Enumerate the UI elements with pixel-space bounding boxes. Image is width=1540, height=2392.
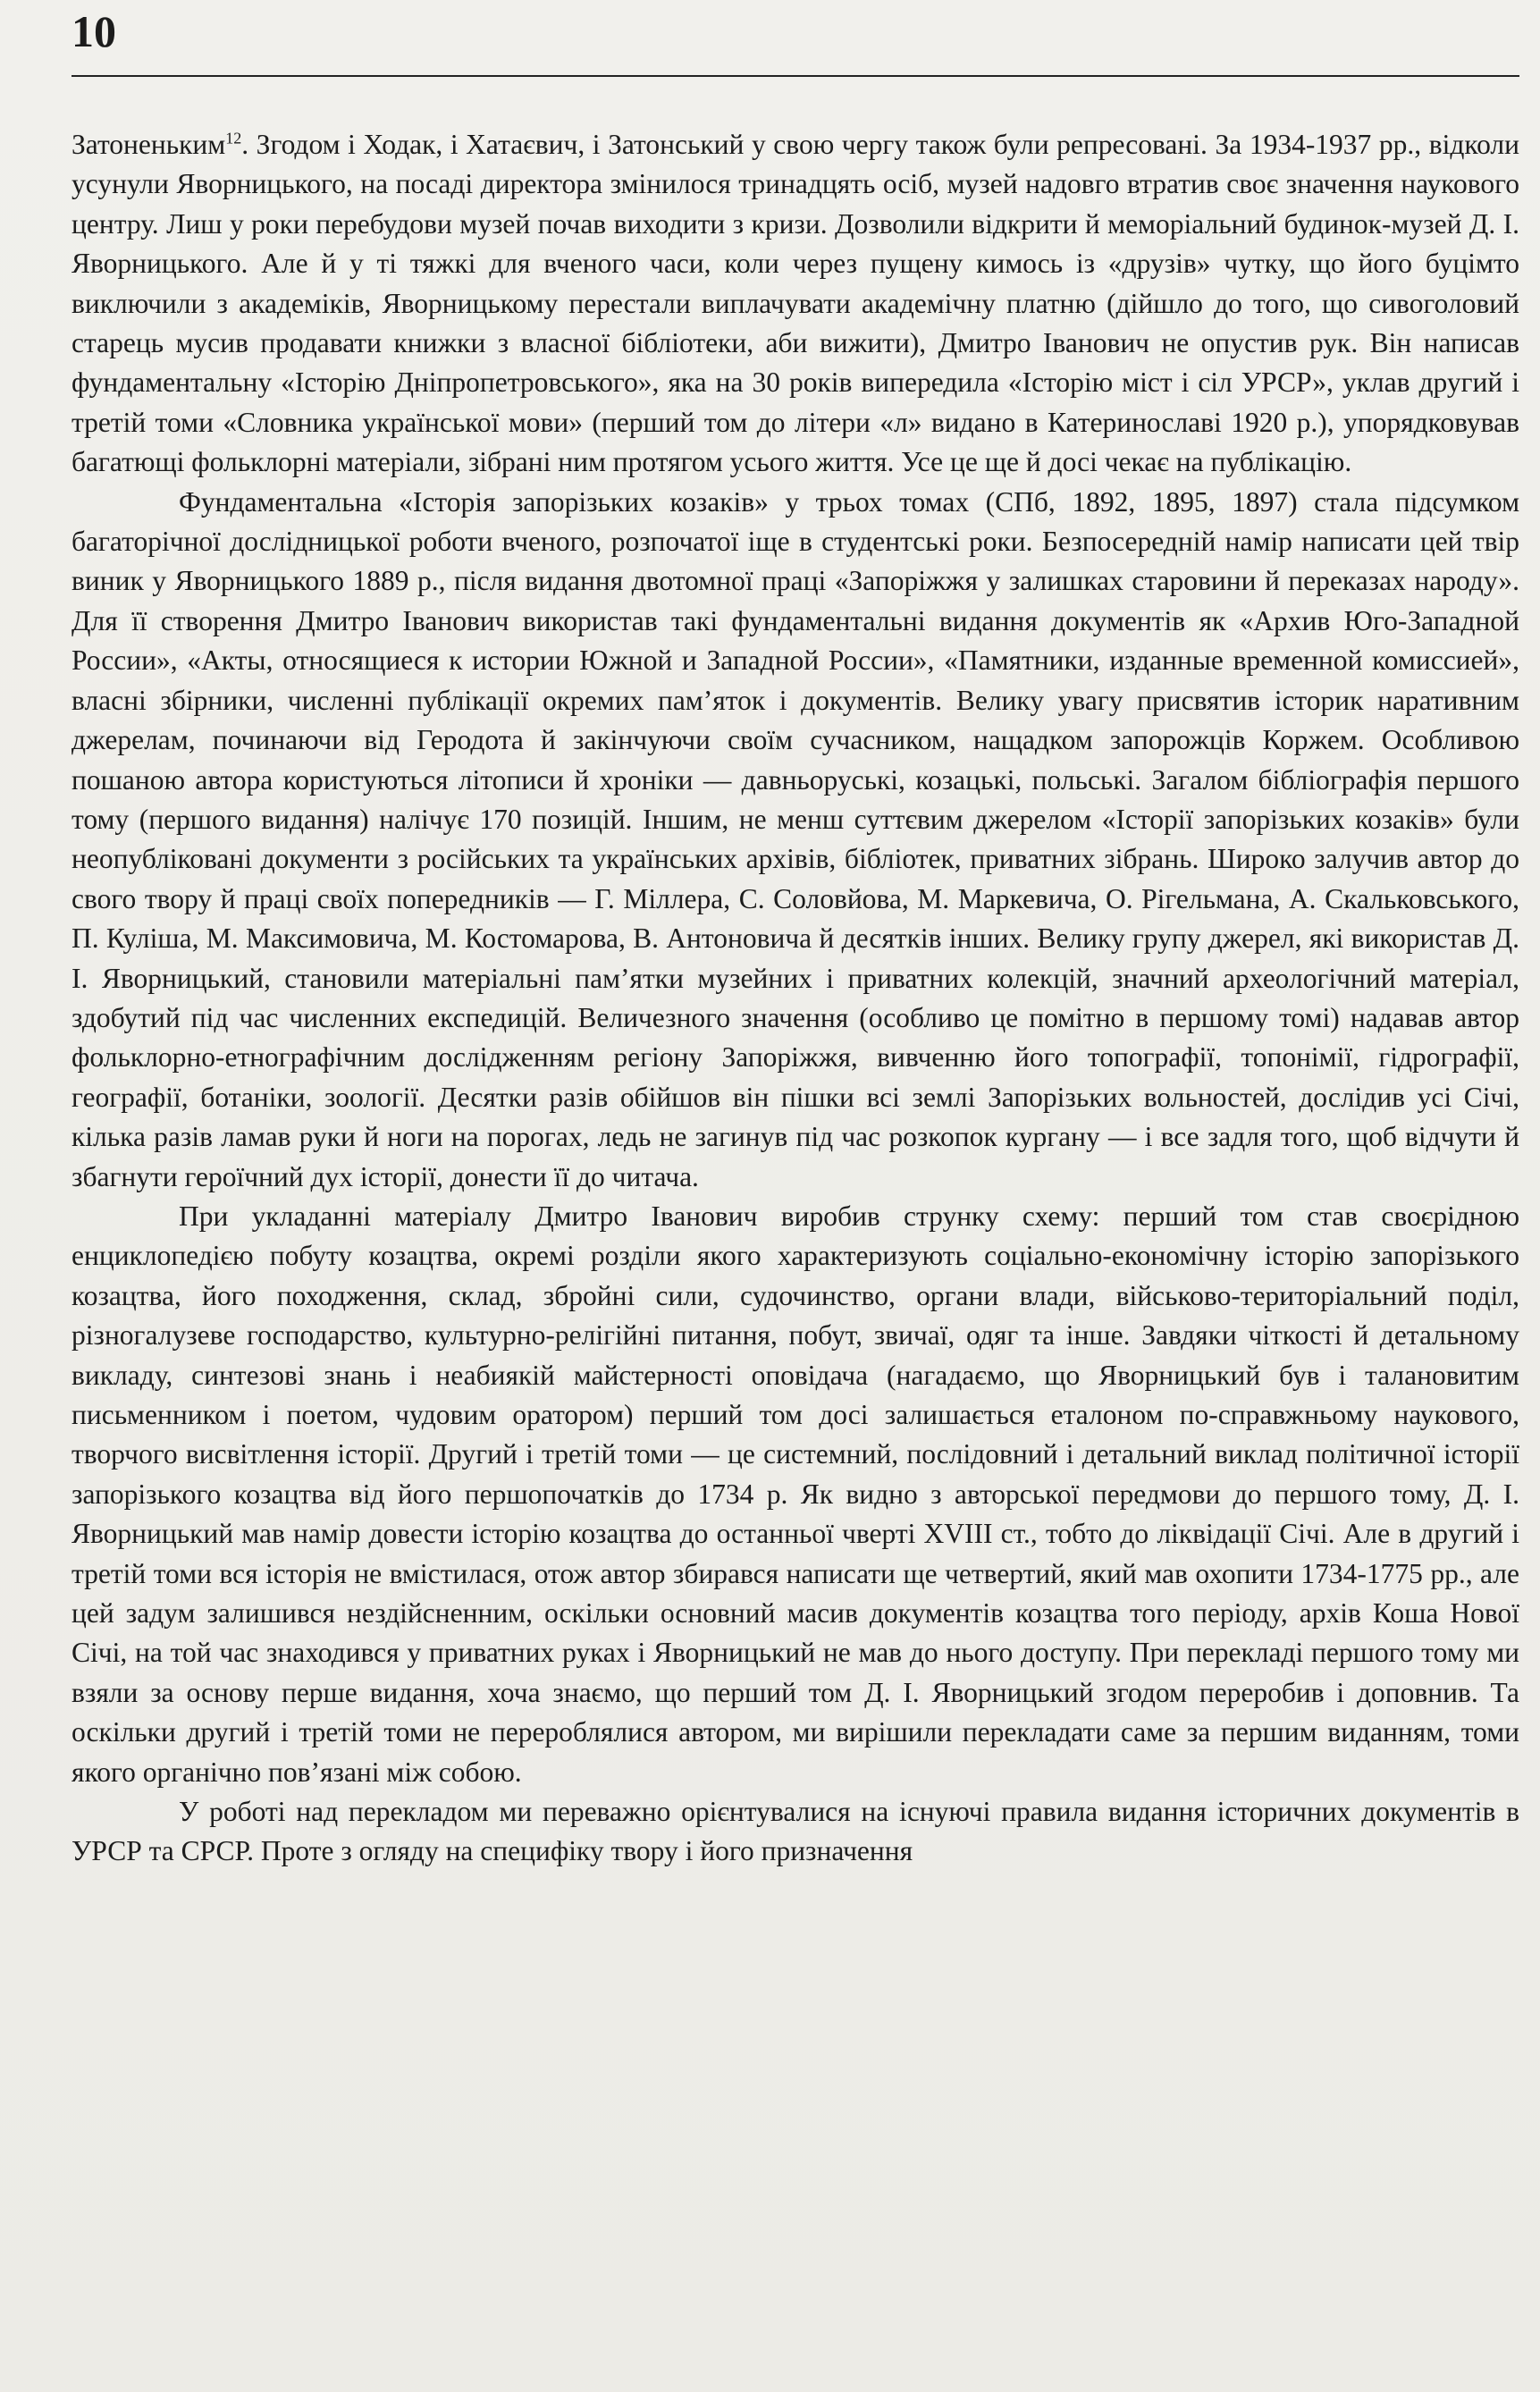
header-rule (72, 75, 1519, 77)
body-text (72, 125, 1519, 1872)
paragraph-4: У роботі над перекладом ми переважно орієнтувалися на існуючі правила видання історичних документів в УРСР та СРСР. Проте з огляду на специфіку твору і його призначення (72, 1796, 1519, 1867)
footnote-ref-12: 12 (225, 129, 242, 147)
paragraph-1-lead: Затоненьким (72, 129, 226, 160)
page-number: 10 (72, 6, 116, 56)
paragraph-1-text: . Згодом і Ходак, і Хатаєвич, і Затонський у свою чергу також були репресовані. За 1934-1937 рр., відколи усунули Яворницького, на посаді директора змінилося тринадцять осіб, музей надовго втратив своє значення наукового центру. Лиш у роки перебудови музей почав виходити з кризи. Дозволили відкрити й меморіальний будинок-музей Д. І. Яворницького. Але й у ті тяжкі для вченого часи, коли через пущену кимось із «друзів» чутку, що його буцімто виключили з академіків, Яворницькому перестали виплачувати академічну платню (дійшло до того, що сивоголовий старець мусив продавати книжки з власної бібліотеки, аби вижити), Дмитро Іванович не опустив рук. Він написав фундаментальну «Історію Дніпропетровського», яка на 30 років випередила «Історію міст і сіл УРСР», уклав другий і третій томи «Словника української мови» (перший том до літери «л» видано в Катеринославі 1920 р.), упорядковував багатющі фольклорні матеріали, зібрані ним протягом усього життя. Усе це ще й досі чекає на публікацію. (72, 129, 1519, 478)
paragraph-3: При укладанні матеріалу Дмитро Іванович виробив струнку схему: перший том став своєрідною енциклопедією побуту козацтва, окремі розділи якого характеризують соціально-економічну історію запорізького козацтва, його походження, склад, збройні сили, судочинство, органи влади, військово-територіальний поділ, різногалузеве господарство, культурно-релігійні питання, побут, звичаї, одяг та інше. Завдяки чіткості й детальному викладу, синтезові знань і неабиякій майстерності оповідача (нагадаємо, що Яворницький був і талановитим письменником і поетом, чудовим оратором) перший том досі залишається еталоном по-справжньому наукового, творчого висвітлення історії. Другий і третій томи — це системний, послідовний і детальний виклад політичної історії запорізького козацтва від його першопочатків до 1734 р. Як видно з авторської передмови до першого тому, Д. І. Яворницький мав намір довести історію козацтва до останньої чверті XVIII ст., тобто до ліквідації Січі. Але в другий і третій томи вся історія не вмістилася, отож автор збирався написати ще четвертий, який мав охопити 1734-1775 рр., але цей задум залишився нездійсненним, оскільки основний масив документів козацтва того періоду, архів Коша Нової Січі, на той час знаходився у приватних руках і Яворницький не мав до нього доступу. При перекладі першого тому ми взяли за основу перше видання, хоча знаємо, що перший том Д. І. Яворницький згодом переробив і доповнив. Та оскільки другий і третій томи не перероблялися автором, ми вирішили перекладати саме за першим виданням, томи якого органічно пов’язані між собою. (72, 1200, 1519, 1788)
paragraph-1 (72, 125, 1519, 483)
paragraph-2: Фундаментальна «Історія запорізьких козаків» у трьох томах (СПб, 1892, 1895, 1897) стала підсумком багаторічної дослідницької роботи вченого, розпочатої іще в студентські роки. Безпосередній намір написати цей твір виник у Яворницького 1889 р., після видання двотомної праці «Запоріжжя у залишках старовини й переказах народу». Для її створення Дмитро Іванович використав такі фундаментальні видання документів як «Архив Юго-Западной России», «Акты, относящиеся к истории Южной и Западной России», «Памятники, изданные временной комиссией», власні збірники, численні публікації окремих пам’яток і документів. Велику увагу присвятив історик наративним джерелам, починаючи від Геродота й закінчуючи своїм сучасником, нащадком запорожців Коржем. Особливою пошаною автора користуються літописи й хроніки — давньоруські, козацькі, польські. Загалом бібліографія першого тому (першого видання) налічує 170 позицій. Іншим, не менш суттєвим джерелом «Історії запорізьких козаків» були неопубліковані документи з російських та українських архівів, бібліотек, приватних зібрань. Широко залучив автор до свого твору й праці своїх попередників — Г. Міллера, С. Соловйова, М. Маркевича, О. Рігельмана, А. Скальковського, П. Куліша, М. Максимовича, М. Костомарова, В. Антоновича й десятків інших. Велику групу джерел, які використав Д. І. Яворницький, становили матеріальні пам’ятки музейних і приватних колекцій, значний археологічний матеріал, здобутий під час численних експедицій. Величезного значення (особливо це помітно в першому томі) надавав автор фольклорно-етнографічним дослідженням регіону Запоріжжя, вивченню його топографії, топонімії, гідрографії, географії, ботаніки, зоології. Десятки разів обійшов він пішки всі землі Запорізьких вольностей, дослідив усі Січі, кілька разів ламав руки й ноги на порогах, ледь не загинув під час розкопок кургану — і все задля того, щоб відчути й збагнути героїчний дух історії, донести її до читача. (72, 485, 1519, 1192)
